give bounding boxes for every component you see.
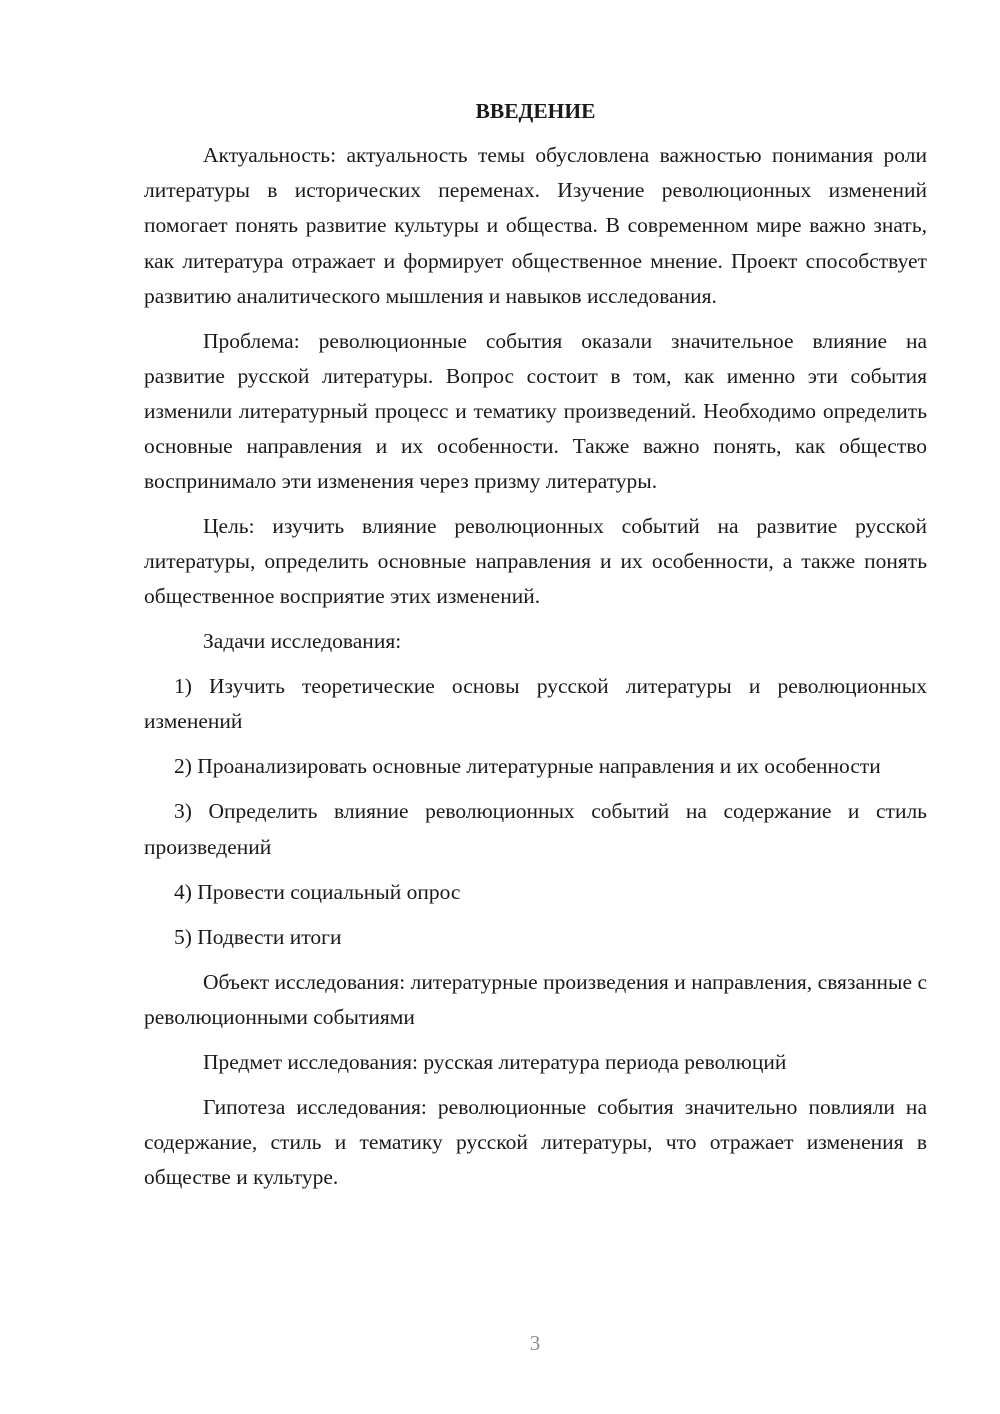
list-item: 1) Изучить теоретические основы русской литературы и революционных изменений: [144, 673, 927, 734]
list-item: 3) Определить влияние революционных событий на содержание и стиль произведений: [144, 799, 927, 859]
document-page: [144, 92, 927, 1205]
paragraph-tasks-heading: Задачи исследования:: [203, 629, 402, 654]
paragraph-subject: Предмет исследования: русская литература периода революций: [203, 1050, 787, 1075]
paragraph-relevance: Актуальность: актуальность темы обусловлена важностью понимания роли литературы в исторических переменах. Изучение революционных изменений помогает понять развитие культуры и общества. В современном мире важно знать, как литература отражает и формирует общественное мнение. Проект способствует развитию аналитического мышления и навыков исследования.: [144, 143, 927, 308]
paragraph-hypothesis: Гипотеза исследования: революционные события значительно повлияли на содержание, стиль и тематику русской литературы, что отражает изменения в обществе и культуре.: [144, 1094, 927, 1190]
paragraph-goal: Цель: изучить влияние революционных событий на развитие русской литературы, определить основные направления и их особенности, а также понять общественное восприятие этих изменений.: [144, 514, 927, 609]
tasks-list: [144, 669, 927, 955]
list-item: 2) Проанализировать основные литературные направления и их особенности: [174, 754, 881, 779]
paragraph-problem: Проблема: революционные события оказали значительное влияние на развитие русской литературы. Вопрос состоит в том, как именно эти события изменили литературный процесс и тематику произведений. Необходимо определить основные направления и их особенности. Также важно понять, как общество воспринимало эти изменения через призму литературы.: [144, 328, 927, 494]
page-number: 3: [529, 1331, 541, 1355]
page-title: ВВЕДЕНИЕ: [475, 99, 596, 123]
list-item: 4) Провести социальный опрос: [174, 879, 461, 904]
list-item: 5) Подвести итоги: [174, 925, 342, 950]
paragraph-object: Объект исследования: литературные произведения и направления, связанные с революционными событиями: [144, 970, 927, 1030]
